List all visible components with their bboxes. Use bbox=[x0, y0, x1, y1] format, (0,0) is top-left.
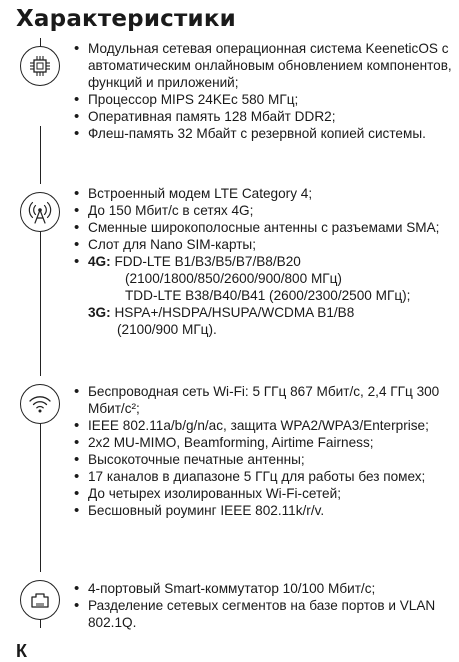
lte-spec-list bbox=[74, 185, 453, 338]
page-title: Характеристики bbox=[16, 6, 236, 32]
list-item: • Разделение сетевых сегментов на базе портов и VLAN 802.1Q. bbox=[74, 597, 453, 631]
wifi-spec-list bbox=[74, 383, 453, 519]
list-item: • 17 каналов в диапазоне 5 ГГц для работы без помех; bbox=[74, 468, 453, 485]
list-item: • До четырех изолированных Wi-Fi-сетей; bbox=[74, 485, 453, 502]
list-item: • 4-портовый Smart-коммутатор 10/100 Мбит/с; bbox=[74, 580, 453, 597]
switch-spec-list bbox=[74, 580, 453, 631]
band-label-3g: 3G: bbox=[88, 305, 111, 320]
band-fdd-freq: (2100/1800/850/2600/900/800 МГц) bbox=[125, 271, 342, 286]
list-item: • Сменные широкополосные антенны с разъемами SMA; bbox=[74, 219, 453, 236]
band-tdd: TDD-LTE B38/B40/B41 (2600/2300/2500 МГц); bbox=[125, 288, 411, 303]
band-3g: HSPA+/HSDPA/HSUPA/WCDMA B1/B8 bbox=[114, 305, 355, 320]
band-3g-freq: (2100/900 МГц). bbox=[117, 322, 217, 337]
section-rail bbox=[40, 418, 41, 572]
list-item: • Слот для Nano SIM-карты; bbox=[74, 236, 453, 253]
wifi-icon bbox=[20, 384, 60, 424]
list-item: • Бесшовный роуминг IEEE 802.11k/r/v. bbox=[74, 502, 453, 519]
list-item: • IEEE 802.11a/b/g/n/ac, защита WPA2/WPA3/Enterprise; bbox=[74, 417, 453, 434]
list-item: • Беспроводная сеть Wi-Fi: 5 ГГц 867 Мбит/с, 2,4 ГГц 300 Мбит/с²; bbox=[74, 383, 453, 417]
section-rail bbox=[40, 126, 41, 184]
list-item: • Процессор MIPS 24KEc 580 МГц; bbox=[74, 91, 453, 108]
list-item: • Флеш-память 32 Мбайт с резервной копией системы. bbox=[74, 125, 453, 142]
list-item-4g-bands bbox=[74, 253, 453, 304]
list-item: • Встроенный модем LTE Category 4; bbox=[74, 185, 453, 202]
list-item-3g-bands bbox=[74, 304, 453, 338]
next-section-heading: К bbox=[16, 641, 27, 661]
band-label-4g: 4G: bbox=[88, 254, 111, 269]
list-item: • Оперативная память 128 Мбайт DDR2; bbox=[74, 108, 453, 125]
list-item: • 2x2 MU-MIMO, Beamforming, Airtime Fairness; bbox=[74, 434, 453, 451]
band-fdd: FDD-LTE B1/B3/B5/B7/B8/B20 bbox=[114, 254, 301, 269]
list-item: • Высокоточные печатные антенны; bbox=[74, 451, 453, 468]
cpu-chip-icon bbox=[20, 46, 60, 86]
section-rail bbox=[40, 226, 41, 376]
ethernet-port-icon bbox=[20, 580, 60, 620]
system-spec-list bbox=[74, 40, 453, 142]
antenna-tower-icon bbox=[20, 192, 60, 232]
list-item: • До 150 Мбит/с в сетях 4G; bbox=[74, 202, 453, 219]
list-item: • Модульная сетевая операционная система KeeneticOS с автоматическим онлайновым обновлением компонентов, функций и приложений; bbox=[74, 40, 453, 91]
